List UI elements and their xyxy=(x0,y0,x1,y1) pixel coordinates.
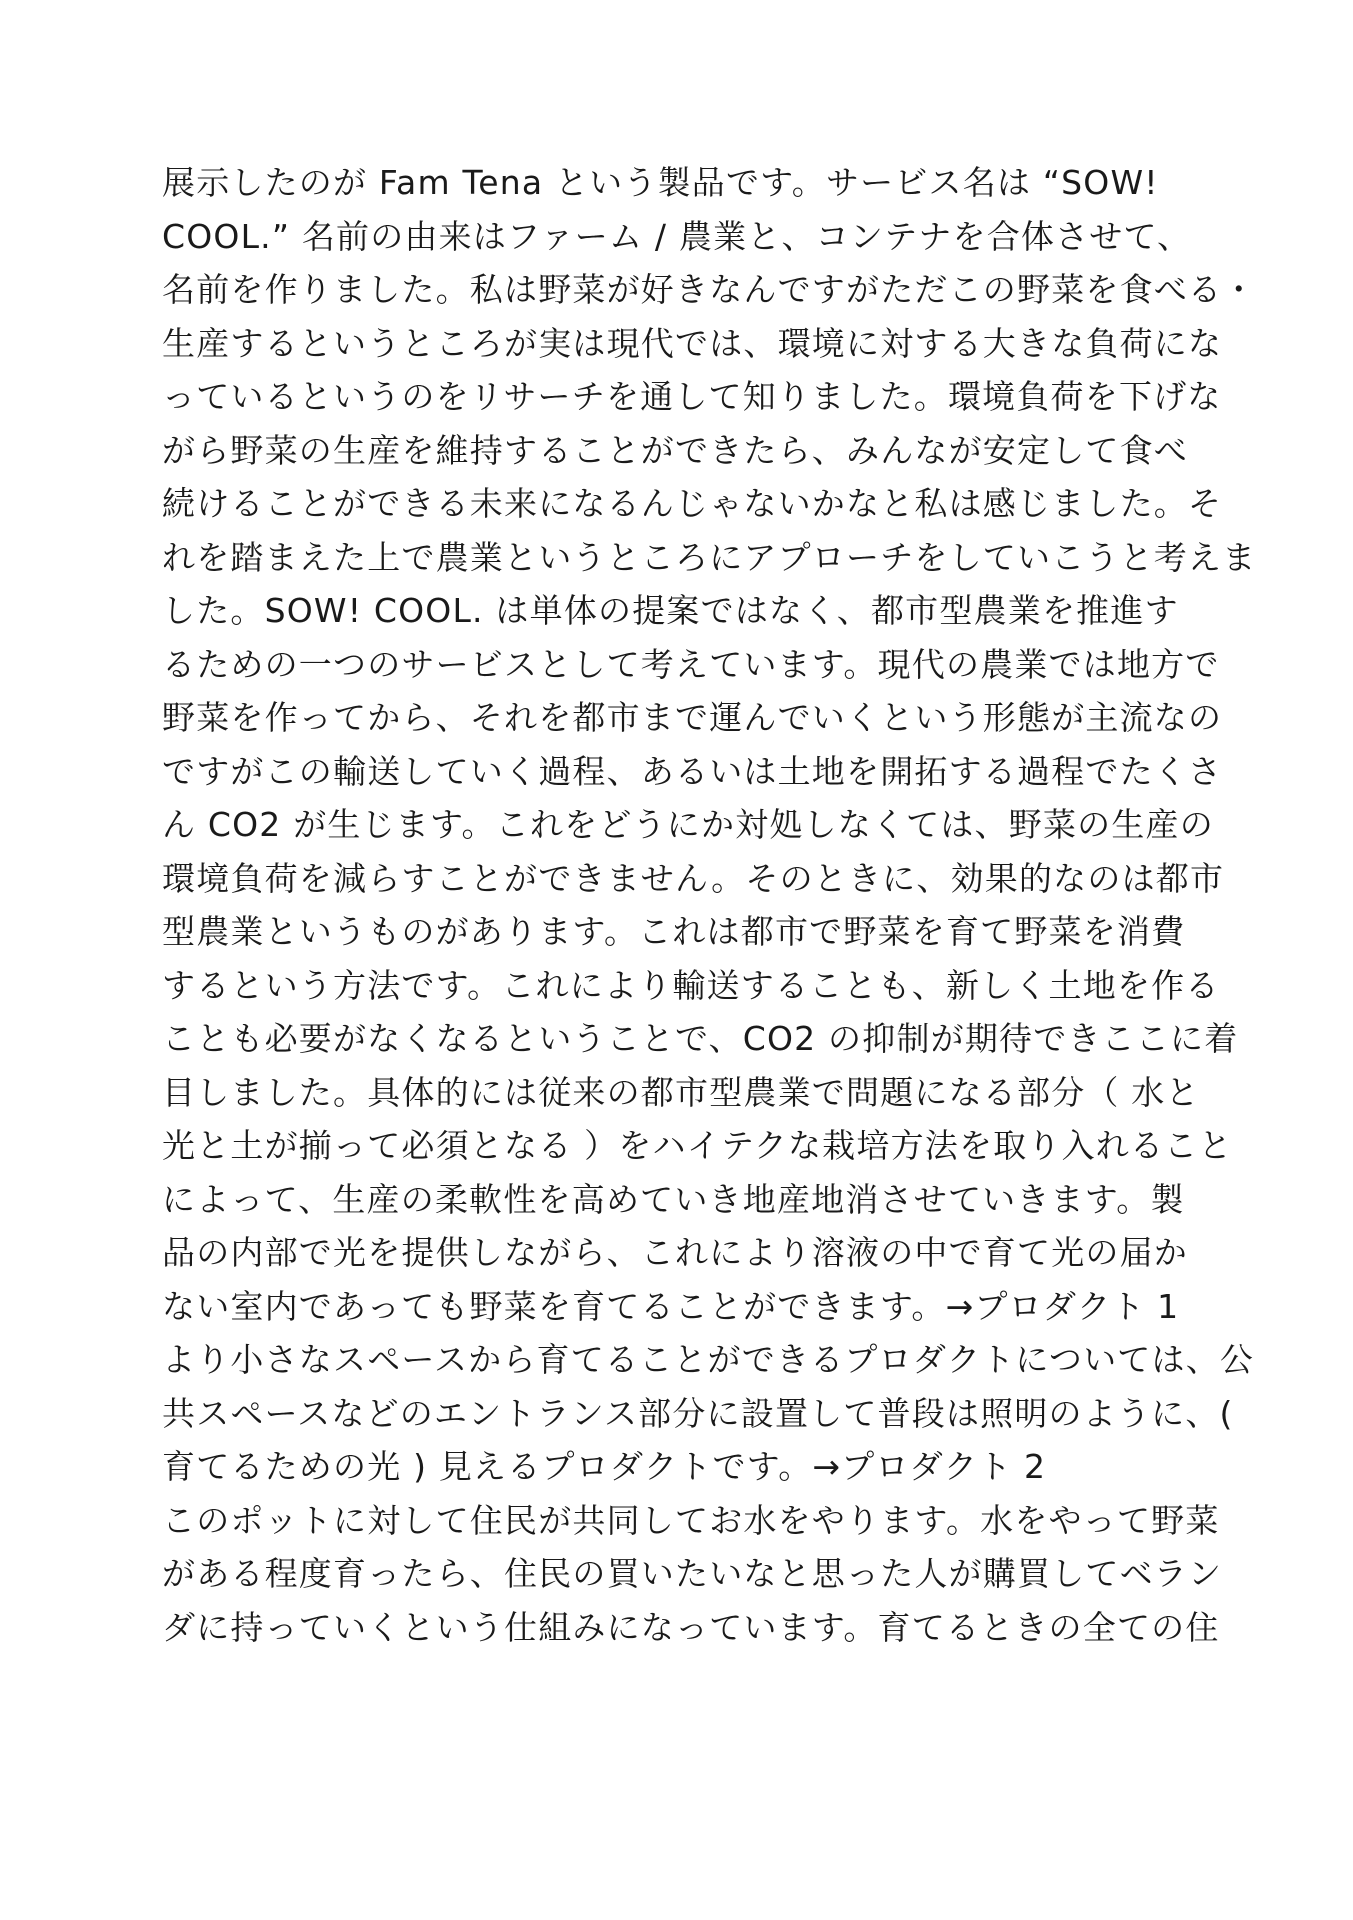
text-line: 光と土が揃って必須となる ）をハイテクな栽培方法を取り入れること xyxy=(162,1126,1233,1165)
text-line: によって、生産の柔軟性を高めていき地産地消させていきます。製 xyxy=(162,1179,1185,1219)
text-line: がある程度育ったら、住民の買いたいなと思った人が購買してベラン xyxy=(162,1554,1223,1593)
text-line: より小さなスペースから育てることができるプロダクトについては、公 xyxy=(162,1340,1255,1379)
text-line: するという方法です。これにより輸送することも、新しく土地を作る xyxy=(162,965,1220,1005)
text-line: っているというのをリサーチを通して知りました。環境負荷を下げな xyxy=(162,377,1222,416)
text-line: 環境負荷を減らすことができません。そのときに、効果的なのは都市 xyxy=(162,858,1225,898)
text-line: 共スペースなどのエントランス部分に設置して普段は照明のように、( xyxy=(162,1393,1234,1433)
text-line: このポットに対して住民が共同してお水をやります。水をやって野菜 xyxy=(162,1500,1220,1540)
text-line: ですがこの輸送していく過程、あるいは土地を開拓する過程でたくさ xyxy=(162,751,1223,791)
text-line: 生産するというところが実は現代では、環境に対する大きな負荷にな xyxy=(162,323,1223,363)
text-line: 野菜を作ってから、それを都市まで運んでいくという形態が主流なの xyxy=(162,698,1223,737)
text-line: 展示したのが Fam Tena という製品です。サービス名は “SOW! xyxy=(162,163,1159,202)
text-line: した。SOW! COOL. は単体の提案ではなく、都市型農業を推進す xyxy=(162,591,1179,630)
text-line: 目しました。具体的には従来の都市型農業で問題になる部分（ 水と xyxy=(162,1072,1200,1112)
text-line: るための一つのサービスとして考えています。現代の農業では地方で xyxy=(162,644,1220,684)
text-line: がら野菜の生産を維持することができたら、みんなが安定して食べ xyxy=(162,430,1188,470)
text-line: 育てるための光 ) 見えるプロダクトです。→プロダクト 2 xyxy=(162,1447,1047,1486)
body-text xyxy=(162,156,1257,1654)
text-line: れを踏まえた上で農業というところにアプローチをしていこうと考えま xyxy=(162,537,1257,577)
text-line: 型農業というものがあります。これは都市で野菜を育て野菜を消費 xyxy=(162,912,1186,951)
text-line: 品の内部で光を提供しながら、これにより溶液の中で育て光の届か xyxy=(162,1233,1188,1272)
text-line: ん CO2 が生じます。これをどうにか対処しなくては、野菜の生産の xyxy=(162,805,1214,844)
text-line: 名前を作りました。私は野菜が好きなんですがただこの野菜を食べる・ xyxy=(162,270,1257,309)
text-line: 続けることができる未来になるんじゃないかなと私は感じました。そ xyxy=(162,484,1223,523)
text-line: ない室内であっても野菜を育てることができます。→プロダクト 1 xyxy=(162,1286,1180,1326)
text-line: COOL.” 名前の由来はファーム / 農業と、コンテナを合体させて、 xyxy=(162,216,1192,256)
text-line: ダに持っていくという仕組みになっています。育てるときの全ての住 xyxy=(162,1607,1220,1647)
text-line: ことも必要がなくなるということで、CO2 の抑制が期待できここに着 xyxy=(162,1019,1239,1058)
